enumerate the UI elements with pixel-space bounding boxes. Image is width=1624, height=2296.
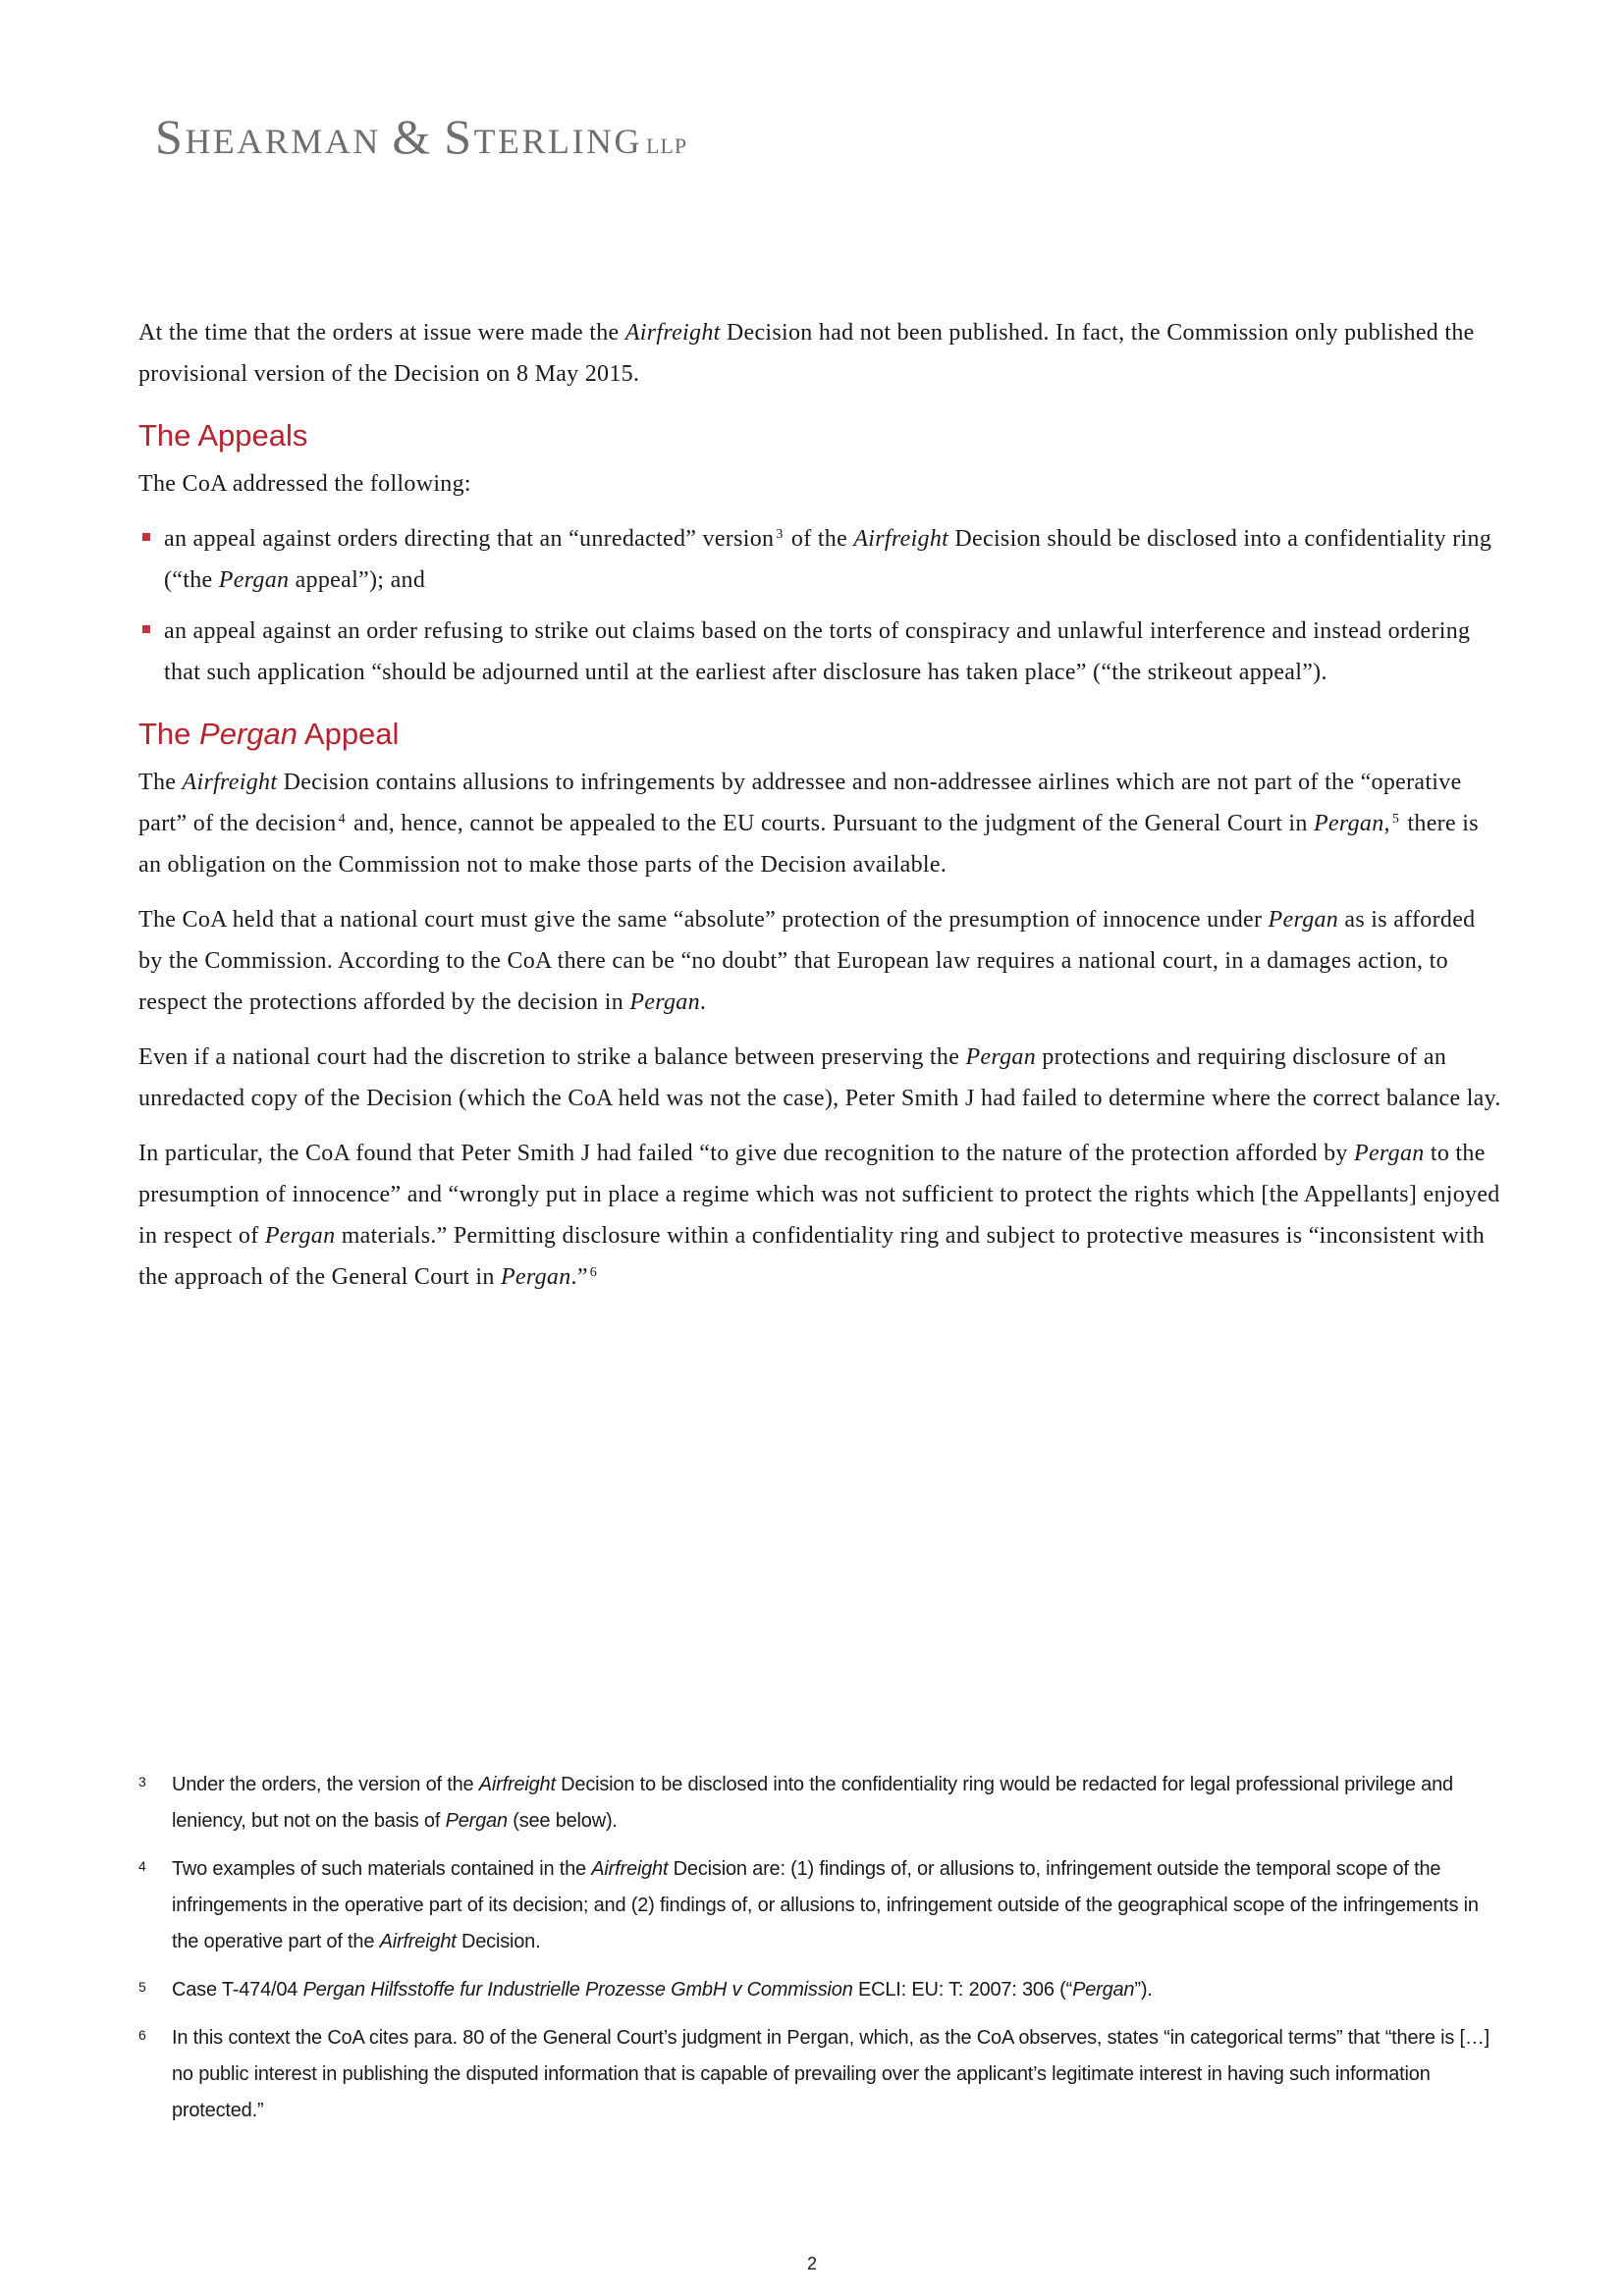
heading-the-appeals: The Appeals <box>138 418 308 453</box>
pergan-paragraph-3: Even if a national court had the discretion to strike a balance between preserving the Pergan protections and requiring disclosure of an unredacted copy of the Decision (which the CoA held was not the case), Peter Smith J had failed to determine where the correct balance lay. <box>138 1044 1501 1111</box>
logo-letter: S <box>444 109 474 164</box>
bullet-square-icon <box>142 625 150 633</box>
footnote-number: 3 <box>138 1774 146 1789</box>
list-item: an appeal against an order refusing to strike out claims based on the torts of conspiracy and unlawful interference and instead ordering that such application “should be adjourned until at the earliest after disclosure has taken place” (“the strikeout appeal”). <box>138 611 1503 693</box>
main-content <box>138 312 1503 1311</box>
list-item: an appeal against orders directing that an “unredacted” version $^3$ of the Airfreight Decision should be disclosed into a confidentiality ring (“the Pergan appeal”); and <box>138 518 1503 601</box>
footnote-number: 6 <box>138 2027 146 2043</box>
logo-ampersand: & <box>392 109 433 164</box>
footnote-4: 4 Two examples of such materials contained in the Airfreight Decision are: (1) findings of, or allusions to, infringement outside the temporal scope of the infringements in the operative part of its decision; and (2) findings of, or allusions to, infringement outside of the geographical scope of the infringements in the operative part of the Airfreight Decision. <box>138 1851 1493 1960</box>
intro-paragraph: At the time that the orders at issue were made the Airfreight Decision had not been published. In fact, the Commission only published the provisional version of the Decision on 8 May 2015. <box>138 320 1475 387</box>
footnote-number: 5 <box>138 1979 146 1995</box>
appeals-lead: The CoA addressed the following: <box>138 471 471 497</box>
appeals-list <box>138 518 1503 693</box>
footnotes <box>138 1767 1493 2141</box>
footnote-3: 3 Under the orders, the version of the Airfreight Decision to be disclosed into the confidentiality ring would be redacted for legal professional privilege and leniency, but not on the basis of Pergan (see below). <box>138 1767 1493 1840</box>
logo-word: TERLING <box>473 122 643 161</box>
bullet-square-icon <box>142 533 150 541</box>
footnote-ref[interactable]: 6 <box>589 1265 598 1280</box>
firm-logo <box>155 108 687 165</box>
logo-letter: S <box>155 109 186 164</box>
logo-llp: LLP <box>646 133 688 158</box>
pergan-paragraph-4: In particular, the CoA found that Peter Smith J had failed “to give due recognition to the nature of the protection afforded by Pergan to the presumption of innocence” and “wrongly put in place a regime which was not sufficient to protect the rights which [the Appellants] enjoyed in respect of Pergan materials.” Permitting disclosure within a confidentiality ring and subject to protective measures is “inconsistent with the approach of the General Court in Pergan.” $^6$ <box>138 1141 1500 1290</box>
pergan-paragraph-2: The CoA held that a national court must give the same “absolute” protection of the presumption of innocence under Pergan as is afforded by the Commission. According to the CoA there can be “no doubt” that European law requires a national court, in a damages action, to respect the protections afforded by the decision in Pergan. <box>138 907 1476 1015</box>
page-number: 2 <box>806 2254 817 2273</box>
heading-pergan-appeal: The Pergan Appeal <box>138 717 400 751</box>
footnote-6: 6 In this context the CoA cites para. 80 of the General Court’s judgment in Pergan, which, as the CoA observes, states “in categorical terms” that “there is […] no public interest in publishing the disputed information that is capable of prevailing over the applicant’s legitimate interest in having such information protected.” <box>138 2020 1493 2129</box>
pergan-paragraph-1: The Airfreight Decision contains allusions to infringements by addressee and non-addressee airlines which are not part of the “operative part” of the decision $^4$ and, hence, cannot be appealed to the EU courts. Pursuant to the judgment of the General Court in Pergan, $^5$ there is an obligation on the Commission not to make those parts of the Decision available. <box>138 770 1479 878</box>
footnote-5: 5 Case T-474/04 Pergan Hilfsstoffe fur Industrielle Prozesse GmbH v Commission ECLI: EU: T: 2007: 306 (“Pergan”). <box>138 1972 1493 2008</box>
logo-word: HEARMAN <box>185 122 381 161</box>
footnote-ref[interactable]: 4 <box>338 812 346 827</box>
footnote-ref[interactable]: 3 <box>776 527 784 542</box>
footnote-number: 4 <box>138 1858 146 1874</box>
footnote-ref[interactable]: 5 <box>1391 812 1400 827</box>
